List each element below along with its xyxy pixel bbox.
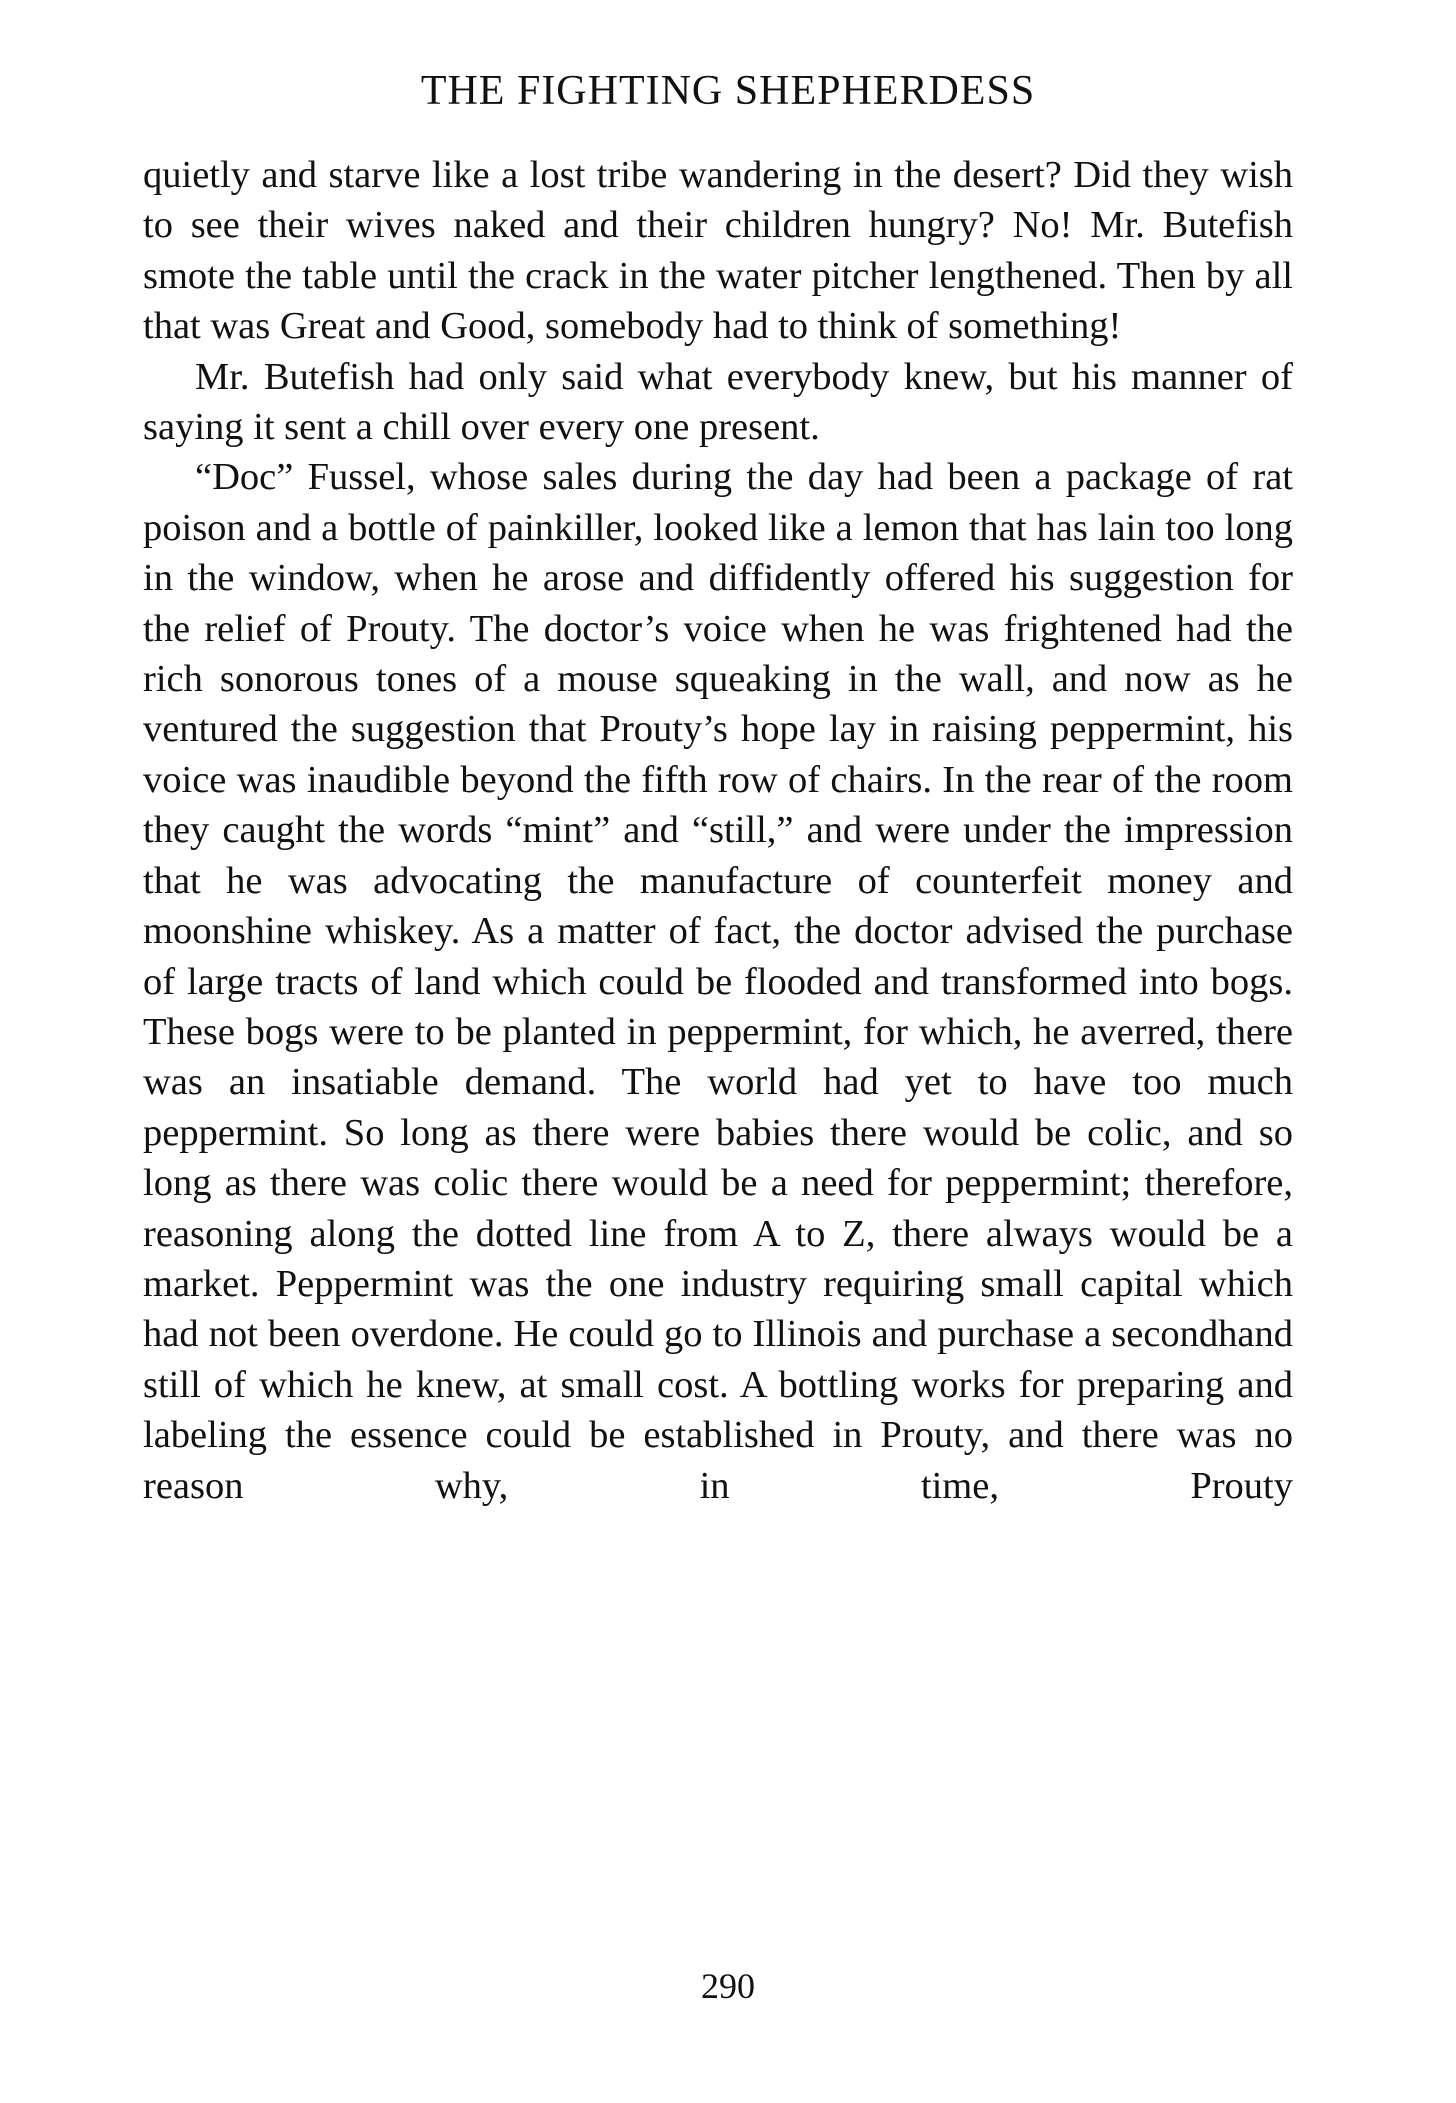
running-head: THE FIGHTING SHEPHERDESS — [420, 68, 1036, 114]
paragraph-continuation: quietly and starve like a lost tribe wandering in the desert? Did they wish to see their wives naked and their children hungry? No! Mr. Butefish smote the table until the crack in the water pitcher lengthened. Then by all that was Great and Good, somebody had to think of something! — [143, 154, 1293, 348]
paragraph-doc-fussel: “Doc” Fussel, whose sales during the day had been a package of rat poison and a bottle of painkiller, looked like a lemon that has lain too long in the window, when he arose and diffidently offered his suggestion for the relief of Prouty. The doctor’s voice when he was frightened had the rich sonorous tones of a mouse squeaking in the wall, and now as he ventured the suggestion that Prouty’s hope lay in raising peppermint, his voice was inaudible beyond the fifth row of chairs. In the rear of the room they caught the words “mint” and “still,” and were under the impression that he was advocating the manufacture of counterfeit money and moonshine whiskey. As a matter of fact, the doctor advised the purchase of large tracts of land which could be flooded and transformed into bogs. These bogs were to be planted in peppermint, for which, he averred, there was an insatiable demand. The world had yet to have too much peppermint. So long as there were babies there would be colic, and so long as there was colic there would be a need for peppermint; therefore, reasoning along the dotted line from A to Z, there always would be a market. Peppermint was the one industry requiring small capital which had not been overdone. He could go to Illinois and purchase a secondhand still of which he knew, at small cost. A bottling works for preparing and labeling the essence could be established in Prouty, and there was no reason why, in time, Prouty — [143, 456, 1293, 1507]
body-text — [143, 150, 1293, 1511]
page-number: 290 — [701, 1966, 755, 2006]
paragraph-butefish: Mr. Butefish had only said what everybody knew, but his manner of saying it sent a chill over every one present. — [143, 355, 1293, 449]
